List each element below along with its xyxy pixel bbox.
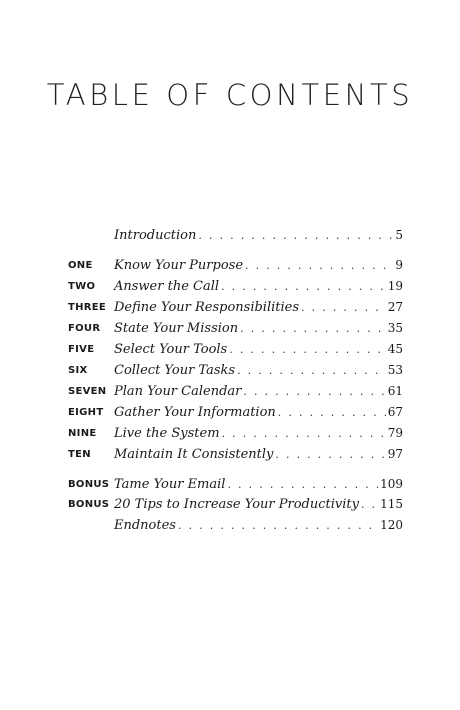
toc-chapter-label: THREE <box>68 302 107 313</box>
toc-page-number: 27 <box>387 300 403 314</box>
dot-leader <box>301 301 386 314</box>
toc-entry-title: Select Your Tools <box>114 342 228 357</box>
toc-page-number: 53 <box>387 363 403 377</box>
toc-entry-six[interactable] <box>0 358 460 380</box>
toc-entry-line <box>114 405 403 420</box>
toc-entry-line <box>114 497 403 512</box>
toc-page-number: 35 <box>387 321 403 335</box>
toc-entry-line <box>114 518 403 533</box>
toc-chapter-label: BONUS <box>68 479 110 490</box>
toc-page-number: 5 <box>395 228 403 242</box>
toc-chapter-label: BONUS <box>68 499 110 510</box>
dot-leader <box>243 385 385 398</box>
dot-leader <box>229 343 385 356</box>
toc-entry-line <box>114 477 403 492</box>
dot-leader <box>275 448 385 461</box>
toc-entry-title: Collect Your Tasks <box>114 363 236 378</box>
toc-page-number: 61 <box>387 384 403 398</box>
toc-entry-title: Endnotes <box>114 518 176 533</box>
toc-entry-four[interactable] <box>0 316 460 338</box>
dot-leader <box>237 364 386 377</box>
toc-entry-introduction[interactable] <box>0 223 460 245</box>
toc-entry-ten[interactable] <box>0 442 460 464</box>
toc-entry-one[interactable] <box>0 253 460 275</box>
dot-leader <box>361 498 378 511</box>
toc-entry-bonus-tips[interactable] <box>0 492 460 514</box>
dot-leader <box>221 280 386 293</box>
toc-page-number: 45 <box>387 342 403 356</box>
toc-entry-bonus-email[interactable] <box>0 472 460 494</box>
toc-entry-title: Tame Your Email <box>114 477 226 492</box>
toc-entry-title: Maintain It Consistently <box>114 447 274 462</box>
toc-page-number: 9 <box>395 258 403 272</box>
toc-page-number: 115 <box>380 497 403 511</box>
dot-leader <box>245 259 393 272</box>
dot-leader <box>240 322 386 335</box>
dot-leader <box>198 229 393 242</box>
toc-page-number: 120 <box>380 518 403 532</box>
toc-page-number: 109 <box>380 477 403 491</box>
toc-chapter-label: TEN <box>68 449 91 460</box>
toc-chapter-label: ONE <box>68 260 93 271</box>
toc-entry-title: 20 Tips to Increase Your Productivity <box>114 497 359 512</box>
dot-leader <box>278 406 386 419</box>
toc-entry-title: Live the System <box>114 426 220 441</box>
toc-entry-title: State Your Mission <box>114 321 239 336</box>
toc-chapter-label: EIGHT <box>68 407 104 418</box>
toc-entry-seven[interactable] <box>0 379 460 401</box>
toc-page-number: 67 <box>387 405 403 419</box>
toc-entry-line <box>114 228 403 243</box>
toc-entry-three[interactable] <box>0 295 460 317</box>
toc-entry-line <box>114 384 403 399</box>
toc-entry-line <box>114 258 403 273</box>
toc-entry-title: Plan Your Calendar <box>114 384 242 399</box>
toc-entry-line <box>114 279 403 294</box>
toc-chapter-label: NINE <box>68 428 97 439</box>
toc-entry-eight[interactable] <box>0 400 460 422</box>
toc-entry-title: Introduction <box>114 228 197 243</box>
toc-entry-title: Answer the Call <box>114 279 220 294</box>
toc-page-number: 79 <box>387 426 403 440</box>
toc-entry-line <box>114 426 403 441</box>
toc-entry-five[interactable] <box>0 337 460 359</box>
toc-entry-endnotes[interactable] <box>0 513 460 535</box>
toc-chapter-label: TWO <box>68 281 96 292</box>
toc-entry-line <box>114 300 403 315</box>
toc-chapter-label: SEVEN <box>68 386 107 397</box>
toc-chapter-label: FIVE <box>68 344 95 355</box>
toc-entry-nine[interactable] <box>0 421 460 443</box>
toc-entry-title: Define Your Responsibilities <box>114 300 300 315</box>
toc-entry-title: Know Your Purpose <box>114 258 244 273</box>
toc-entry-line <box>114 321 403 336</box>
toc-page-number: 19 <box>387 279 403 293</box>
dot-leader <box>178 519 378 532</box>
toc-entry-line <box>114 447 403 462</box>
dot-leader <box>222 427 386 440</box>
page-title: TABLE OF CONTENTS <box>46 78 414 112</box>
toc-entry-line <box>114 363 403 378</box>
toc-entry-two[interactable] <box>0 274 460 296</box>
toc-entry-title: Gather Your Information <box>114 405 276 420</box>
toc-chapter-label: SIX <box>68 365 88 376</box>
dot-leader <box>227 478 378 491</box>
toc-chapter-label: FOUR <box>68 323 101 334</box>
toc-page-number: 97 <box>387 447 403 461</box>
toc-entry-line <box>114 342 403 357</box>
